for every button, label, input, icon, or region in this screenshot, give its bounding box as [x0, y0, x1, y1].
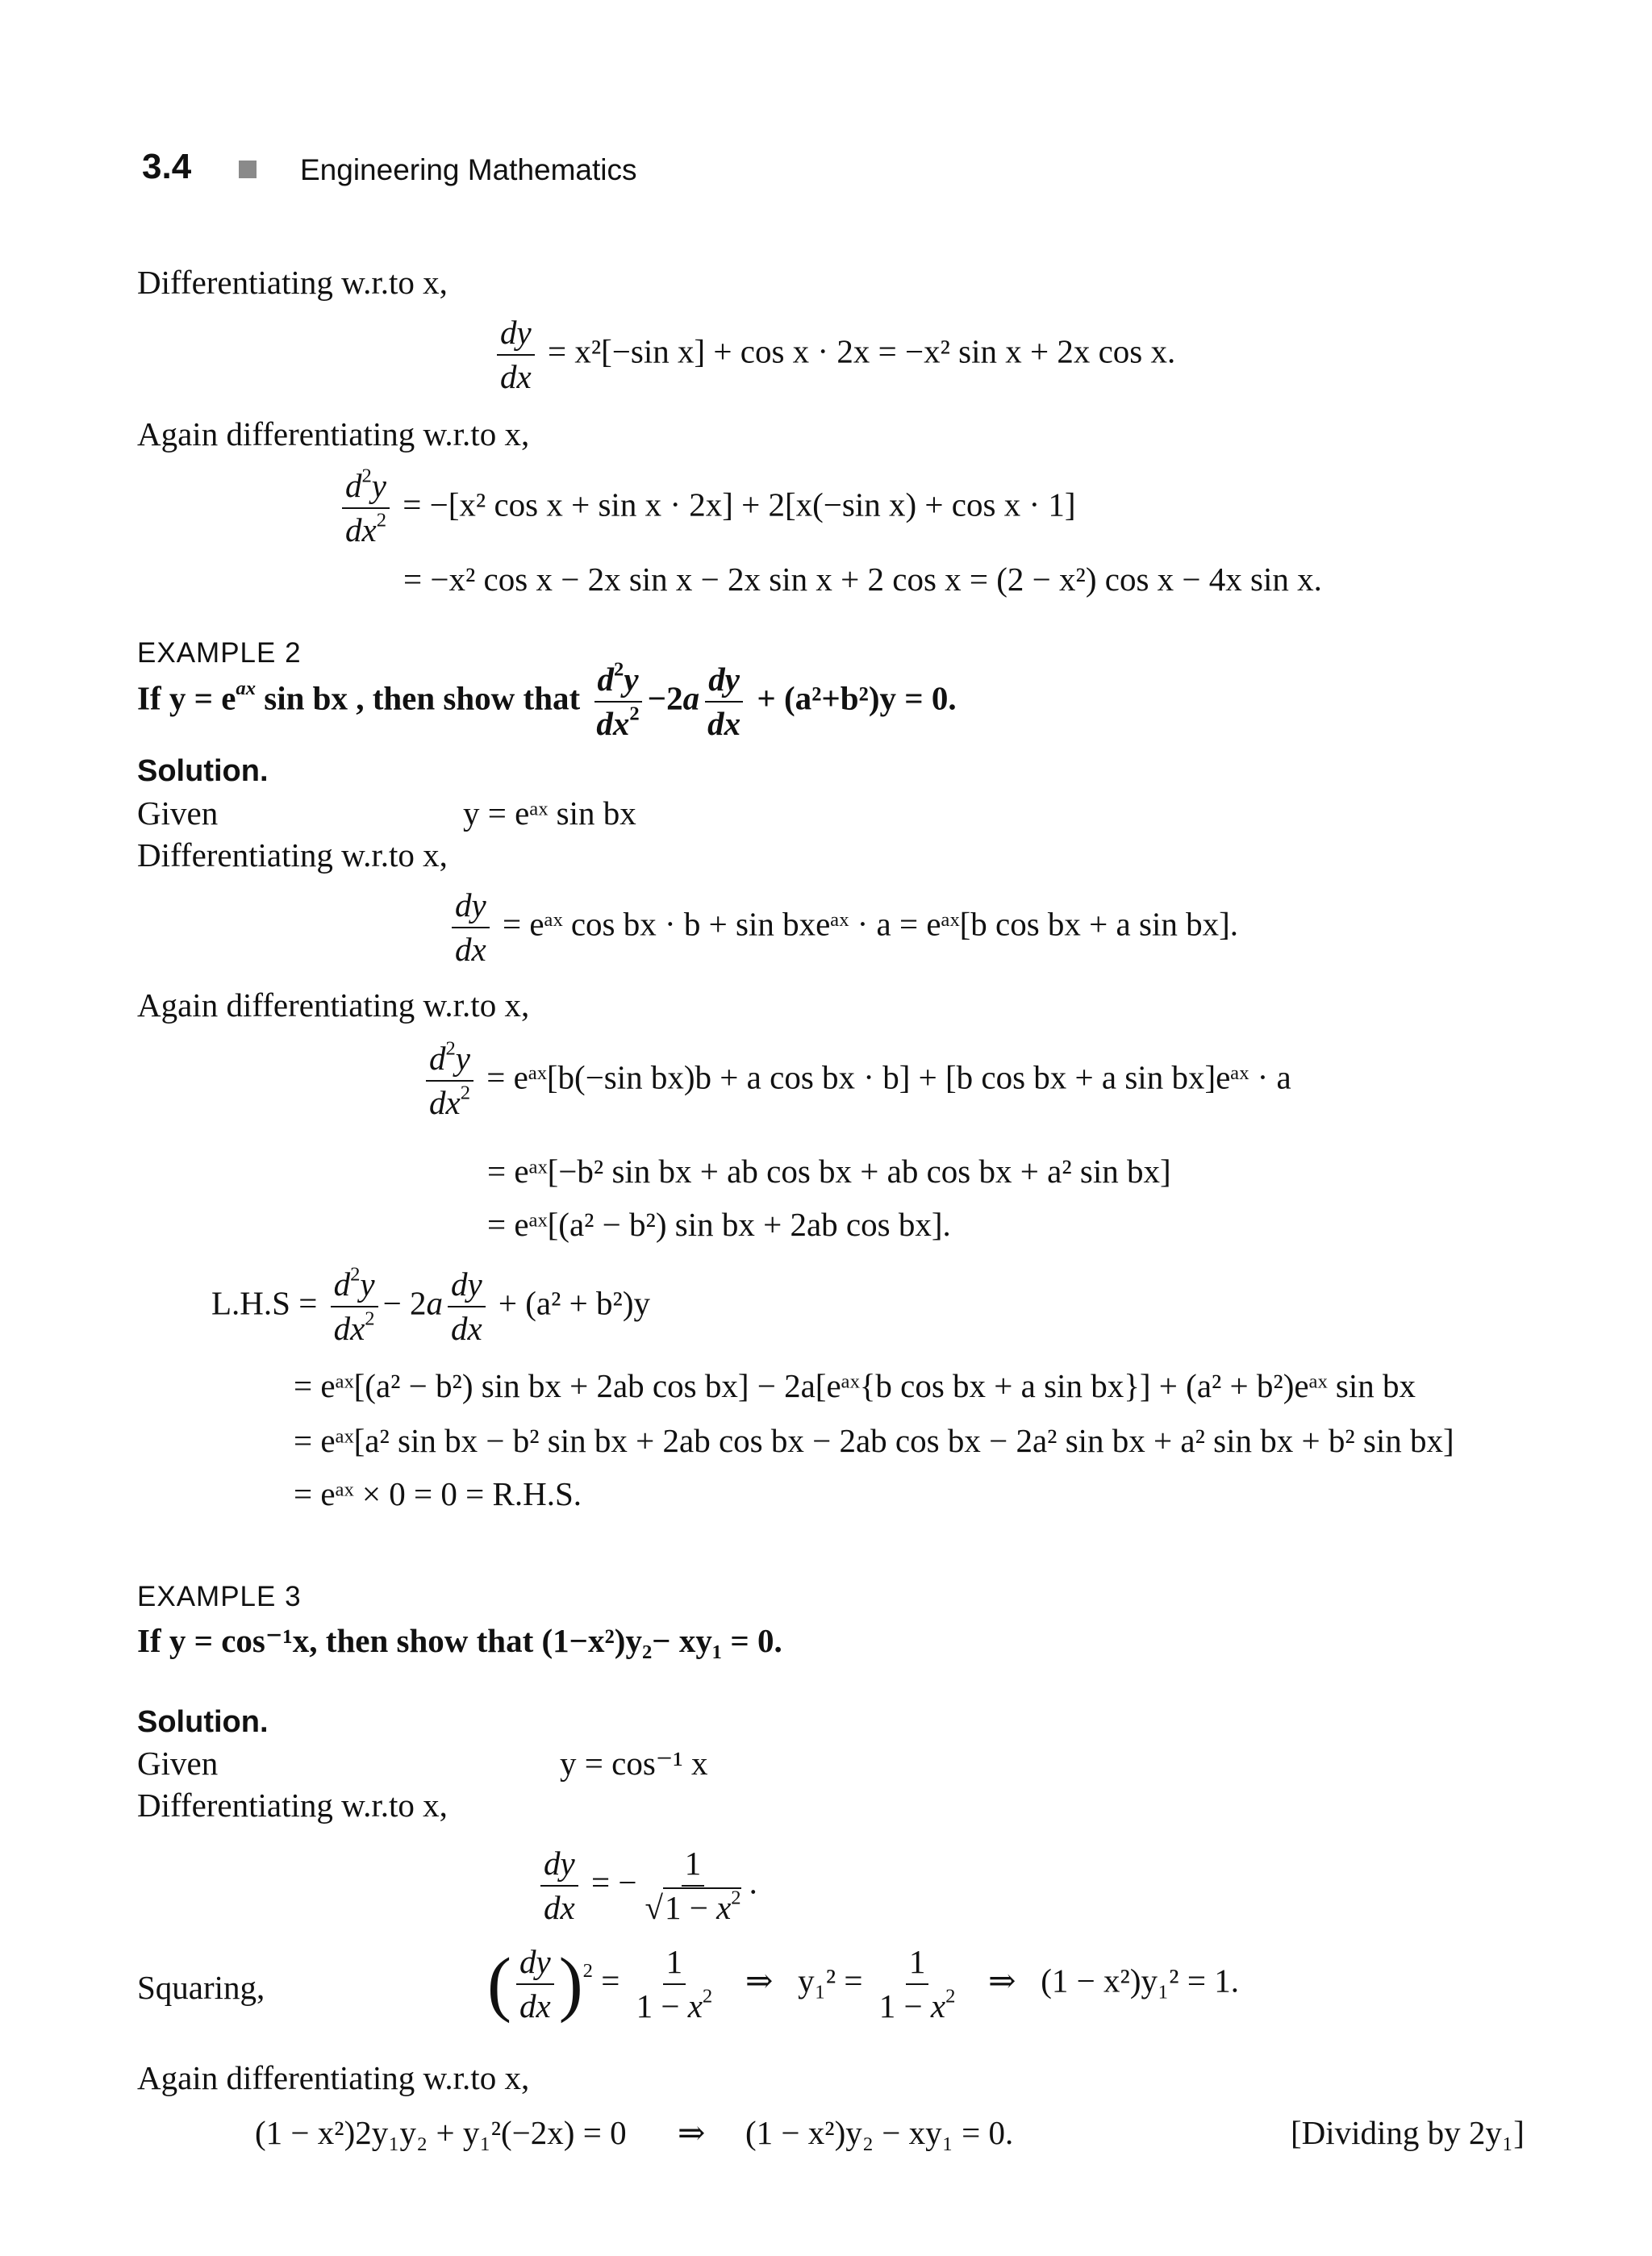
- page-number: 3.4: [142, 147, 192, 186]
- example-2-solution-label: Solution.: [137, 754, 269, 788]
- equation-d2y-1-cont: = −x² cos x − 2x sin x − 2x sin x + 2 cos x = (2 − x²) cos x − 4x sin x.: [403, 561, 1322, 598]
- example-2-lhs: L.H.S = $\frac{d^2y}{dx^2}$ − 2a $\frac{dy}{dx}$ + (a² + b²)y: [211, 1263, 650, 1348]
- example-2-lhs-line-1: = eᵃˣ[(a² − b²) sin bx + 2ab cos bx] − 2a[eᵃˣ{b cos bx + a sin bx}] + (a² + b²)eᵃˣ sin bx: [294, 1367, 1416, 1404]
- example-3-statement: If y = cos⁻¹x, then show that (1−x²)y₂− xy₁ = 0.: [137, 1622, 782, 1659]
- example-3-given: Given: [137, 1745, 219, 1782]
- example-3-final-right: (1 − x²)y₂ − xy₁ = 0.: [745, 2114, 1014, 2151]
- example-3-solution-label: Solution.: [137, 1705, 269, 1739]
- book-title: Engineering Mathematics: [300, 153, 637, 186]
- example-3-final-left: (1 − x²)2y₁y₂ + y₁²(−2x) = 0: [255, 2114, 627, 2151]
- example-3-again-diff: Again differentiating w.r.to x,: [137, 2059, 530, 2096]
- equation-dy-dx-1: $\frac{dy}{dx}$ = x²[−sin x] + cos x · 2x = −x² sin x + 2x cos x.: [492, 315, 1175, 395]
- example-2-diff-text: Differentiating w.r.to x,: [137, 836, 448, 874]
- example-2-given: Given: [137, 794, 219, 832]
- again-diff-text-1: Again differentiating w.r.to x,: [137, 415, 530, 452]
- example-2-d2y: $\frac{d^2y}{dx^2}$ = eᵃˣ[b(−sin bx)b + a cos bx · b] + [b cos bx + a sin bx]eᵃˣ · a: [421, 1040, 1291, 1121]
- implies-arrow-icon: ⇒: [678, 2114, 706, 2151]
- example-3-label: EXAMPLE 3: [137, 1581, 302, 1612]
- example-2-given-eq: y = eᵃˣ sin bx: [463, 794, 636, 832]
- example-3-given-eq: y = cos⁻¹ x: [560, 1745, 708, 1782]
- example-3-dy-dx: $\frac{dy}{dx}$ = − $\frac{1}{√1 - x^2}$ .: [536, 1845, 757, 1926]
- example-3-diff-text: Differentiating w.r.to x,: [137, 1787, 448, 1824]
- example-2-d2y-cont-2: = eᵃˣ[(a² − b²) sin bx + 2ab cos bx].: [487, 1206, 951, 1243]
- example-2-lhs-line-2: = eᵃˣ[a² sin bx − b² sin bx + 2ab cos bx − 2ab cos bx − 2a² sin bx + a² sin bx + b² sin bx]: [294, 1422, 1454, 1459]
- example-3-squaring: Squaring,: [137, 1969, 265, 2006]
- example-2-label: EXAMPLE 2: [137, 637, 302, 669]
- header-square-icon: [239, 161, 257, 178]
- example-2-lhs-line-3: = eᵃˣ × 0 = 0 = R.H.S.: [294, 1475, 582, 1512]
- example-3-squared-eq: ( $\frac{dy}{dx}$ )$^2$ = $\frac{1}{1 - x^2}$ ⇒ y₁² = $\frac{1}{1 - x^2}$ ⇒ (1 − x²)y₁² = 1.: [487, 1943, 1239, 2025]
- example-3-note: [Dividing by 2y₁]: [1291, 2114, 1525, 2151]
- diff-text-1: Differentiating w.r.to x,: [137, 264, 448, 301]
- example-2-d2y-cont-1: = eᵃˣ[−b² sin bx + ab cos bx + ab cos bx + a² sin bx]: [487, 1153, 1171, 1190]
- equation-d2y-1: $\frac{d^2y}{dx^2}$ = −[x² cos x + sin x · 2x] + 2[x(−sin x) + cos x · 1]: [337, 468, 1076, 548]
- example-2-again-diff: Again differentiating w.r.to x,: [137, 986, 530, 1024]
- example-2-statement: If $y = e^{ax}$ sin bx , then show that $\frac{d^2y}{dx^2}$ −2a $\frac{dy}{dx}$ + (a²+b²)y = 0.: [137, 658, 957, 743]
- example-2-dy-dx: $\frac{dy}{dx}$ = eᵃˣ cos bx · b + sin bxeᵃˣ · a = eᵃˣ[b cos bx + a sin bx].: [447, 887, 1238, 968]
